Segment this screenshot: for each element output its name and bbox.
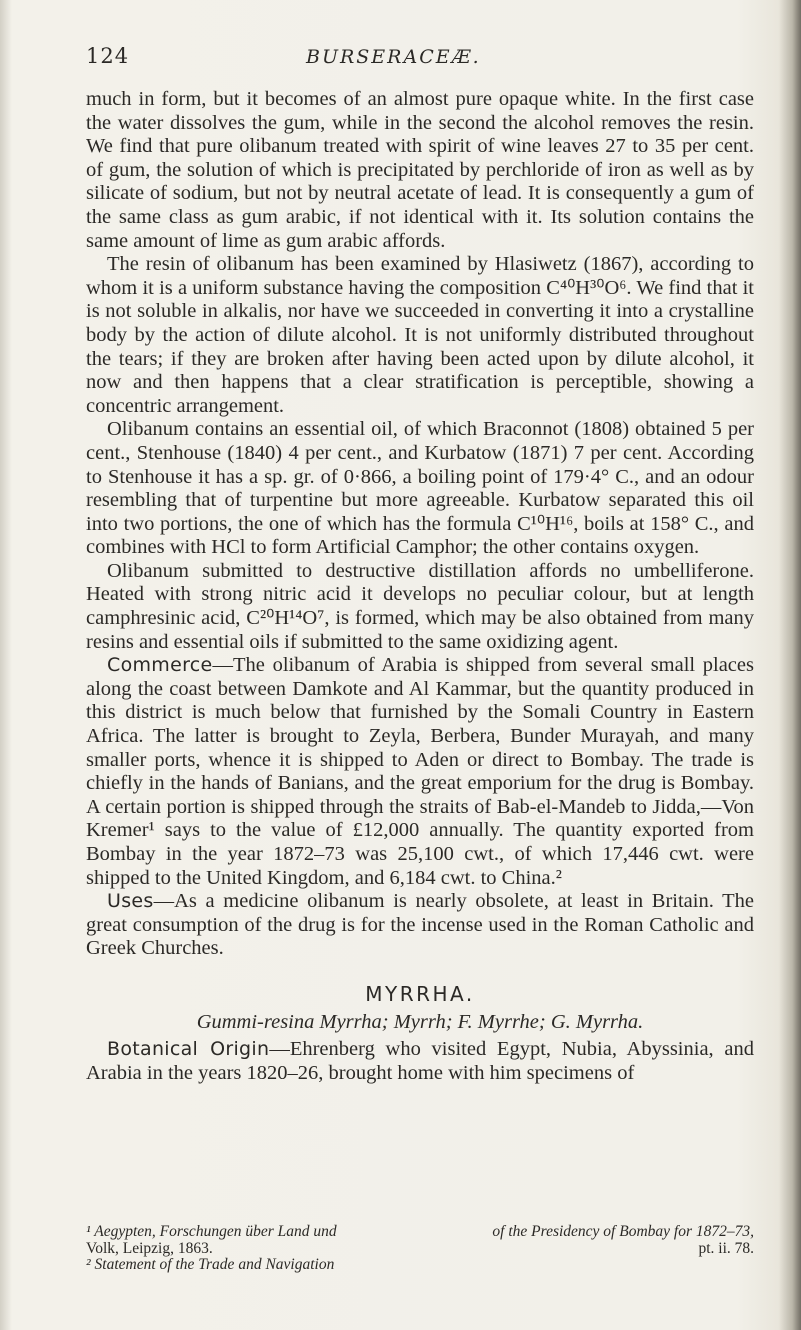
- page-gutter-shadow: [0, 0, 12, 1330]
- section-synonyms: Gummi-resina Myrrha; Myrrh; F. Myrrhe; G. Myrrha.: [196, 1010, 644, 1033]
- paragraph-gum-continuation: much in form, but it becomes of an almost pure opaque white. In the first case the water dissolves the gum, while in the second the alcohol removes the resin. We find that pure olibanum treated with spirit of wine leaves 27 to 35 per cent. of gum, the solution of which is precipitated by perchloride of iron as well as by silicate of sodium, but not by neutral acetate of lead. It is consequently a gum of the same class as gum arabic, if not identical with it. Its solution contains the same amount of lime as gum arabic affords.: [86, 88, 754, 252]
- body-text: [86, 88, 754, 1085]
- footnote-2: [86, 1257, 754, 1274]
- uses-heading: Uses: [107, 890, 154, 913]
- commerce-text: —The olibanum of Arabia is shipped from several small places along the coast between Damkote and Al Kammar, but the quantity produced in this district is much below that furnished by the Somali Country in Eastern Africa. The latter is brought to Zeyla, Berbera, Bunder Murayah, and many smaller ports, whence it is shipped to Aden or direct to Bombay. The trade is chiefly in the hands of Banians, and the great emporium for the drug is Bombay. A certain portion is shipped through the straits of Bab-el-Mandeb to Jidda,—Von Kremer¹ says to the value of £12,000 annually. The quantity exported from Bombay in the year 1872–73 was 25,100 cwt., of which 17,446 cwt. were shipped to the United Kingdom, and 6,184 cwt. to China.²: [86, 654, 754, 889]
- footnote-2-text: ² Statement of the Trade and Navigation: [86, 1256, 335, 1273]
- footnote-3-right: of the Presidency of Bombay for 1872–73,: [492, 1223, 754, 1240]
- footnote-1-source: Volk, Leipzig, 1863.: [86, 1239, 213, 1257]
- footnote-1-left: ¹ Aegypten, Forschungen über Land und: [86, 1223, 337, 1240]
- running-head: BURSERACEÆ.: [306, 46, 481, 68]
- paragraph-distillation: Olibanum submitted to destructive distillation affords no umbelliferone. Heated with strong nitric acid it develops no peculiar colour, but at length camphresinic acid, C²⁰H¹⁴O⁷, is formed, which may be also obtained from many resins and essential oils if submitted to the same oxidizing agent.: [86, 559, 754, 653]
- footnote-1-continuation: [86, 1241, 754, 1258]
- footnote-3-page: pt. ii. 78.: [698, 1239, 754, 1257]
- section-title: MYRRHA.: [365, 981, 475, 1006]
- commerce-heading: Commerce: [107, 654, 213, 677]
- paragraph-uses: [86, 890, 754, 961]
- botanical-origin-text: —Ehrenberg who visited Egypt, Nubia, Abyssinia, and Arabia in the years 1820–26, brought home with him specimens of: [86, 1038, 754, 1084]
- paragraph-resin: The resin of olibanum has been examined by Hlasiwetz (1867), according to whom it is a uniform substance having the composition C⁴⁰H³⁰O⁶. We find that it is not soluble in alkalis, nor have we succeeded in converting it into a crystalline body by the action of dilute alcohol. It is not uniformly distributed throughout the tears; if they are broken after having been acted upon by dilute alcohol, it now and then happens that a clear stratification is perceptible, showing a concentric arrangement.: [86, 253, 754, 417]
- page-edge-shadow: [779, 0, 801, 1330]
- paragraph-commerce: [86, 654, 754, 890]
- paragraph-botanical-origin: [86, 1038, 754, 1085]
- page-number: 124: [86, 44, 130, 68]
- page-header: [86, 44, 754, 72]
- footnote-1: [86, 1224, 754, 1241]
- uses-text: —As a medicine olibanum is nearly obsolete, at least in Britain. The great consumption of the drug is for the incense used in the Roman Catholic and Greek Churches.: [86, 890, 754, 960]
- paragraph-essential-oil: Olibanum contains an essential oil, of which Braconnot (1808) obtained 5 per cent., Stenhouse (1840) 4 per cent., and Kurbatow (1871) 7 per cent. According to Stenhouse it has a sp. gr. of 0·866, a boiling point of 179·4° C., and an odour resembling that of turpentine but more agreeable. Kurbatow separated this oil into two portions, the one of which has the formula C¹⁰H¹⁶, boils at 158° C., and combines with HCl to form Artificial Camphor; the other contains oxygen.: [86, 418, 754, 559]
- botanical-origin-heading: Botanical Origin: [107, 1038, 270, 1061]
- footnotes: [86, 1224, 754, 1274]
